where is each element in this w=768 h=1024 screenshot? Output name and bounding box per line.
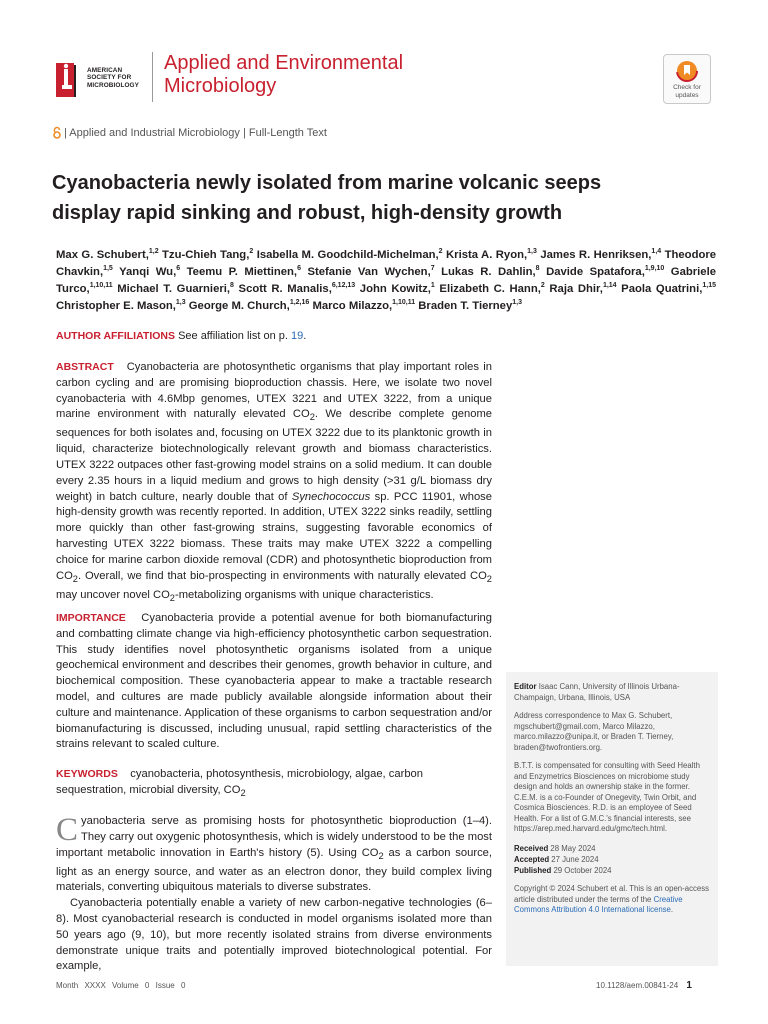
author-entry[interactable] [441,266,539,278]
author-affiliation-index: 1,4 [651,248,662,256]
author-name: Lukas R. Dahlin, [441,266,536,278]
subscript: 2 [169,592,175,603]
author-entry[interactable] [56,300,186,312]
author-affiliation-index: 7 [430,265,435,273]
author-name: Isabella M. Goodchild-Michelman, [256,249,439,261]
abstract-species: Synechococcus [291,490,371,503]
author-affiliation-index: 8 [535,265,540,273]
asm-wordmark-line: SOCIETY FOR [87,74,132,82]
drop-cap: C [56,812,79,848]
affiliations-label: AUTHOR AFFILIATIONS [56,330,175,342]
subscript: 2 [378,850,384,861]
affiliations-end: . [303,330,307,342]
accepted-value: 27 June 2024 [551,854,599,864]
keywords-section [56,767,492,802]
author-affiliation-index: 2 [249,248,254,256]
asm-wordmark-line: MICROBIOLOGY [87,81,139,89]
article-info-sidebar [506,672,718,966]
footer-issue-info: Month XXXX Volume 0 Issue 0 [56,981,186,990]
author-name: James R. Henriksen, [540,249,652,261]
importance-text: Cyanobacteria provide a potential avenue for both biomanufacturing and combatting climate change via high-efficiency photosynthetic carbon sequestration. This study identifies novel photosynthetic organisms isolated from a unique geochemical environment and describes their genomes, growth behavior in culture, and biochemical composition. These cyanobacteria appear to make a tractable research model, and cultures are made publicly available alongside information about their culture and maintenance. Application of these organisms to carbon sequestration and/or biomanufacturing is discussed, including unusual, rapid settling characteristics of the strains relevant to scaled culture. [56,612,493,751]
subscript: 2 [486,573,492,584]
keywords-label: KEYWORDS [56,768,118,780]
check-for-updates-button[interactable] [663,54,711,104]
open-access-icon [52,126,62,139]
author-entry[interactable] [546,266,664,278]
accepted-date [514,854,710,865]
author-name: Marco Milazzo, [312,300,393,312]
author-affiliation-index: 1,10,11 [89,282,113,290]
author-affiliation-index: 1,3 [512,299,522,307]
author-name: Davide Spatafora, [546,266,645,278]
author-name: Scott R. Manalis, [238,283,332,295]
author-affiliation-index: 1,15 [702,282,716,290]
author-affiliation-index: 1,2,16 [289,299,310,307]
received-date [514,843,710,854]
author-entry[interactable] [257,249,443,261]
article-section-line [52,126,327,139]
author-entry[interactable] [312,300,415,312]
abstract-label: ABSTRACT [56,361,114,373]
author-name: Elizabeth C. Hann, [439,283,541,295]
author-entry[interactable] [360,283,435,295]
author-list [56,247,716,315]
affiliations-page-link[interactable]: 19 [291,330,304,342]
author-affiliation-index: 6,12,13 [331,282,356,290]
author-name: Krista A. Ryon, [446,249,528,261]
author-entry[interactable] [56,249,159,261]
author-name: Theodore Chavkin, [56,249,717,278]
license-link[interactable]: Creative Commons Attribution 4.0 International license [514,894,683,915]
author-name: George M. Church, [188,300,290,312]
article-section-label: | Applied and Industrial Microbiology | Full-Length Text [64,126,327,139]
asm-flask-logo-icon [52,55,84,101]
article-title-line1: Cyanobacteria newly isolated from marine volcanic seeps [52,172,602,194]
journal-name[interactable] [164,52,403,98]
correspondence-info: Address correspondence to Max G. Schubert, mgschubert@gmail.com, Marco Milazzo, marco.milazzo@unipa.it, or Braden T. Tierney, braden@twofrontiers.org. [514,711,674,752]
author-affiliation-index: 6 [297,265,301,273]
copyright-text: Copyright © 2024 Schubert et al. This is an open-access article distributed under the terms of the [514,884,709,904]
abstract-text-5: may uncover novel CO [56,588,170,601]
check-updates-icon [675,59,699,83]
abstract-text-3: sp. PCC 11901, whose high-density growth was recently reported. In addition, UTEX 3222 sinks readily, settling more quickly than other fast-growing strains, suggesting favorable economics of harvesting UTEX 3222 biomass. These traits may make UTEX 3222 a compelling choice for marine carbon dioxide removal (CDR) and photosynthetic bioproduction from CO [56,490,492,582]
author-name: Braden T. Tierney [418,300,513,312]
author-entry[interactable] [549,283,616,295]
asm-logo[interactable] [52,54,152,102]
author-affiliation-index: 1,14 [602,282,617,290]
author-affiliation-index: 1,3 [175,299,186,307]
received-label: Received [514,843,549,853]
abstract-text-2: . We describe complete genome sequences for both isolates and, focusing on UTEX 3222 due to its planktonic growth in liquid, characterize biotechnologically relevant growth and biomass characteristics. UTEX 3222 outpaces other fast-growing model strains on a solid medium. It can double every 2.35 hours in a liquid medium and grows to high density (>31 g/L biomass dry weight) in batch culture, nearly double that of [56,408,493,503]
author-affiliation-index: 2 [438,248,443,256]
accepted-label: Accepted [514,854,550,864]
body-paragraph [56,814,492,896]
author-name: Paola Quatrini, [621,283,703,295]
editor-text: Isaac Cann, University of Illinois Urbana-Champaign, Urbana, Illinois, USA [514,682,680,702]
asm-wordmark [87,67,139,90]
body-paragraph-1a: yanobacteria serve as promising hosts for photosynthetic bioproduction (1–4). They carry out oxygenic photosynthesis, which is widely understood to be the most important metabolic innovation in Earth's history (5). Using CO [56,815,492,859]
author-entry[interactable] [540,249,661,261]
importance-section [56,611,492,753]
author-entry[interactable] [189,300,310,312]
check-updates-label-line2: updates [675,92,699,99]
author-entry[interactable] [418,300,522,312]
author-name: Teemu P. Miettinen, [186,266,298,278]
author-entry[interactable] [239,283,356,295]
body-paragraph-1b: as a carbon source, light as an energy source, and water as an electron donor, they build complex living materials, converting ubiquitous materials to diverse substrates. [56,846,492,894]
journal-name-line1: Applied and Environmental [164,52,404,74]
editor-info [514,682,710,703]
author-name: Stefanie Van Wychen, [307,266,431,278]
author-affiliation-index: 1,10,11 [392,299,416,307]
author-entry[interactable] [439,283,544,295]
competing-interests: B.T.T. is compensated for consulting with Seed Health and Enzymetrics Biosciences on microbiome study design and holds an ownership stake in the former. C.E.M. is a co-Founder of Onegevity, Twin Orbit, and Cosmica Biosciences. R.D. is an employee of Seed Health. For a list of G.M.C.'s financial interests, see https://arep.med.harvard.edu/gmc/tech.html. [514,761,700,833]
body-paragraph-2: Cyanobacteria potentially enable a variety of new carbon-negative technologies (6–8). Most cyanobacterial research is conducted in model organisms isolated more than 50 years ago (9, 10), but more recently isolated strains from diverse environments demonstrate unique traits and potentially improved biotechnological potential. For example, [56,897,492,973]
author-name: Gabriele Turco, [56,266,717,295]
author-affiliation-index: 1 [430,282,435,290]
author-affiliation-index: 1,3 [527,248,537,256]
author-entry[interactable] [117,283,234,295]
author-name: Christopher E. Mason, [56,300,176,312]
license-end: . [670,905,674,915]
check-updates-label-line1: Check for [673,84,701,91]
header-divider [152,52,153,102]
author-affiliation-index: 1,5 [103,265,113,273]
subscript: 2 [240,788,246,799]
article-title [52,168,692,228]
article-dates [514,843,710,877]
author-affiliations [56,330,306,342]
abstract-text-4: . Overall, we find that bio-prospecting in environments with naturally elevated CO [77,569,487,582]
author-affiliation-index: 8 [230,282,234,290]
author-affiliation-index: 1,2 [148,248,159,256]
footer-doi-page [596,980,692,991]
article-body [56,814,492,975]
author-affiliation-index: 1,9,10 [644,265,665,273]
affiliations-text: See affiliation list on p. [178,330,288,342]
abstract [56,360,492,607]
author-entry[interactable] [187,266,301,278]
copyright-info [514,884,710,916]
article-title-line2: display rapid sinking and robust, high-density growth [52,202,563,224]
editor-label: Editor [514,682,537,691]
journal-name-line2: Microbiology [164,75,277,97]
author-affiliation-index: 2 [540,282,545,290]
author-entry[interactable] [621,283,716,295]
author-entry[interactable] [446,249,537,261]
author-name: Max G. Schubert, [56,249,149,261]
author-name: Yanqi Wu, [119,266,177,278]
footer-doi[interactable]: 10.1128/aem.00841-24 [596,981,679,990]
published-value: 29 October 2024 [553,865,612,875]
importance-label: IMPORTANCE [56,612,126,624]
author-name: Tzu-Chieh Tang, [162,249,250,261]
asm-wordmark-line: AMERICAN [87,66,123,74]
author-entry[interactable] [162,249,253,261]
published-label: Published [514,865,552,875]
author-name: Raja Dhir, [549,283,603,295]
subscript: 2 [72,573,78,584]
subscript: 2 [309,412,315,423]
page-number: 1 [686,980,692,991]
received-value: 28 May 2024 [550,843,596,853]
author-entry[interactable] [119,266,180,278]
abstract-text-6: -metabolizing organisms with unique characteristics. [175,588,434,601]
author-affiliation-index: 6 [176,265,181,273]
author-name: Michael T. Guarnieri, [117,283,231,295]
author-name: John Kowitz, [359,283,431,295]
published-date [514,865,710,876]
abstract-text-1: Cyanobacteria are photosynthetic organisms that play important roles in carbon cycling and are promising bioproduction chassis. Here, we isolate two novel cyanobacteria with 4.6Mbp genomes, UTEX 3221 and UTEX 3222, from a unique marine environment with naturally elevated CO [56,361,493,421]
keywords-text: cyanobacteria, photosynthesis, microbiology, algae, carbon sequestration, microbial diversity, CO [56,768,423,796]
author-entry[interactable] [307,266,434,278]
